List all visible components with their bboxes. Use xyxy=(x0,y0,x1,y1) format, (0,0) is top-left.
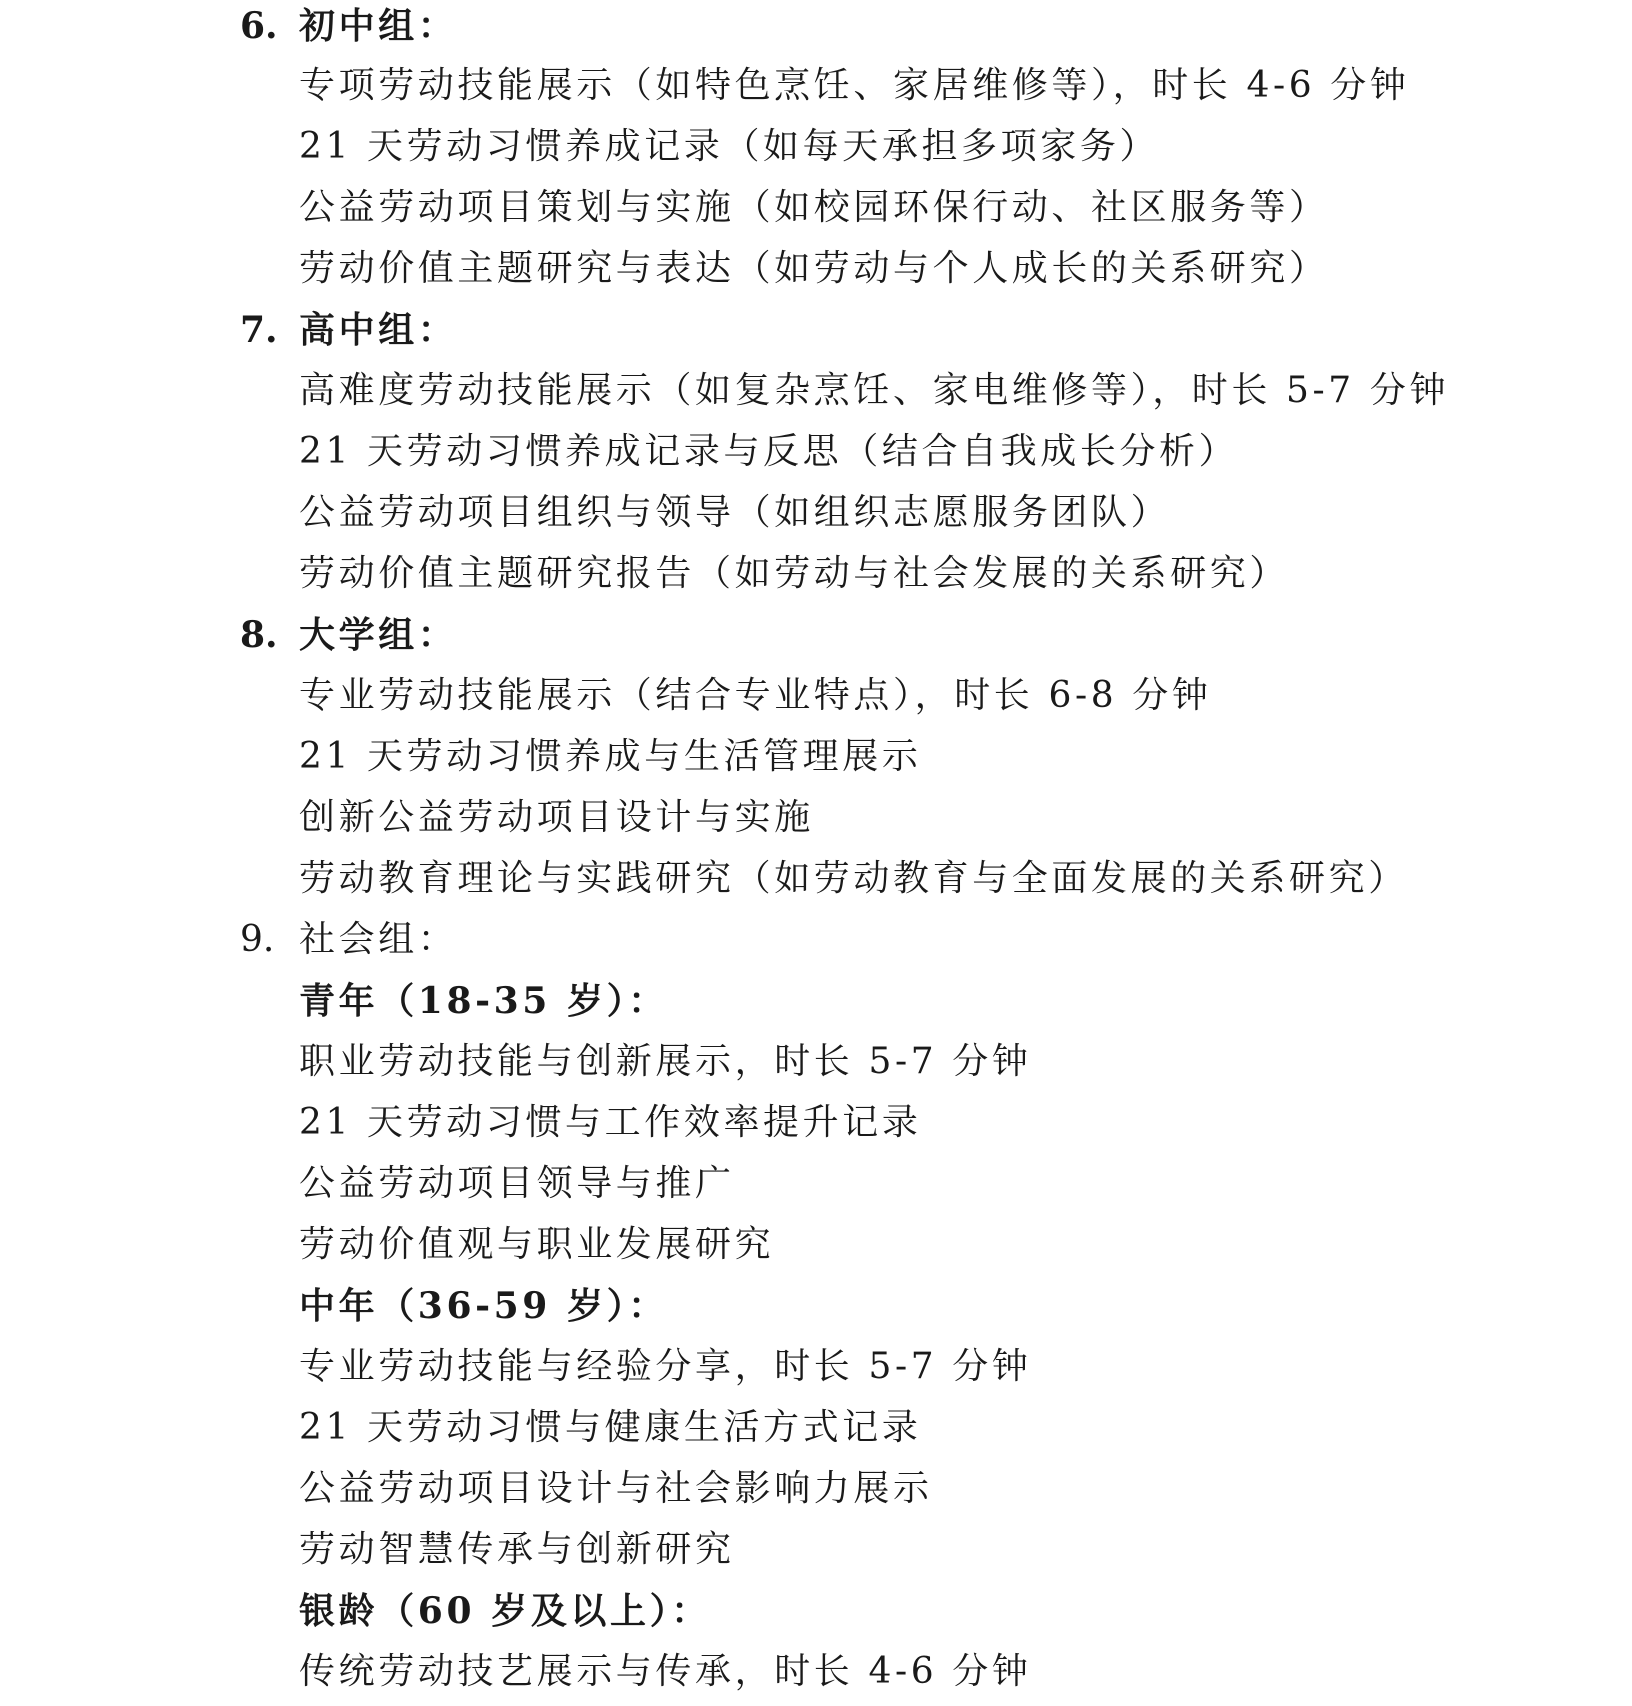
list-item: 高难度劳动技能展示（如复杂烹饪、家电维修等），时长 5-7 分钟 xyxy=(299,370,1450,411)
section-number-7: 7. xyxy=(240,309,278,351)
list-item: 劳动教育理论与实践研究（如劳动教育与全面发展的关系研究） xyxy=(299,858,1408,899)
list-item: 公益劳动项目组织与领导（如组织志愿服务团队） xyxy=(299,492,1171,533)
section-title-senior-high: 高中组： xyxy=(299,309,458,351)
group-heading-middle-age: 中年（36-59 岁）： xyxy=(299,1285,668,1327)
list-item: 21 天劳动习惯养成记录与反思（结合自我成长分析） xyxy=(299,431,1239,472)
list-item: 劳动智慧传承与创新研究 xyxy=(299,1529,735,1570)
list-item: 劳动价值主题研究报告（如劳动与社会发展的关系研究） xyxy=(299,553,1290,594)
list-item: 公益劳动项目领导与推广 xyxy=(299,1163,735,1204)
group-heading-youth: 青年（18-35 岁）： xyxy=(299,980,668,1022)
list-item: 创新公益劳动项目设计与实施 xyxy=(299,797,814,838)
list-item: 专项劳动技能展示（如特色烹饪、家居维修等），时长 4-6 分钟 xyxy=(299,65,1410,106)
group-heading-senior: 银龄（60 岁及以上）： xyxy=(299,1590,711,1632)
list-item: 21 天劳动习惯养成记录（如每天承担多项家务） xyxy=(299,126,1160,167)
list-item: 专业劳动技能展示（结合专业特点），时长 6-8 分钟 xyxy=(299,675,1212,716)
list-item: 劳动价值观与职业发展研究 xyxy=(299,1224,775,1265)
section-title-junior-high: 初中组： xyxy=(299,5,458,47)
list-item: 公益劳动项目策划与实施（如校园环保行动、社区服务等） xyxy=(299,187,1329,228)
list-item: 21 天劳动习惯与工作效率提升记录 xyxy=(299,1102,922,1143)
section-title-society: 社会组： xyxy=(299,919,458,960)
list-item: 21 天劳动习惯与健康生活方式记录 xyxy=(299,1407,922,1448)
list-item: 劳动价值主题研究与表达（如劳动与个人成长的关系研究） xyxy=(299,248,1329,289)
list-item: 专业劳动技能与经验分享，时长 5-7 分钟 xyxy=(299,1346,1032,1387)
list-item: 职业劳动技能与创新展示，时长 5-7 分钟 xyxy=(299,1041,1032,1082)
section-number-8: 8. xyxy=(240,614,278,656)
section-title-university: 大学组： xyxy=(299,614,458,656)
section-number-6: 6. xyxy=(240,5,278,47)
list-item: 21 天劳动习惯养成与生活管理展示 xyxy=(299,736,922,777)
section-number-9: 9. xyxy=(240,919,275,960)
list-item: 传统劳动技艺展示与传承，时长 4-6 分钟 xyxy=(299,1651,1032,1692)
list-item: 公益劳动项目设计与社会影响力展示 xyxy=(299,1468,933,1509)
